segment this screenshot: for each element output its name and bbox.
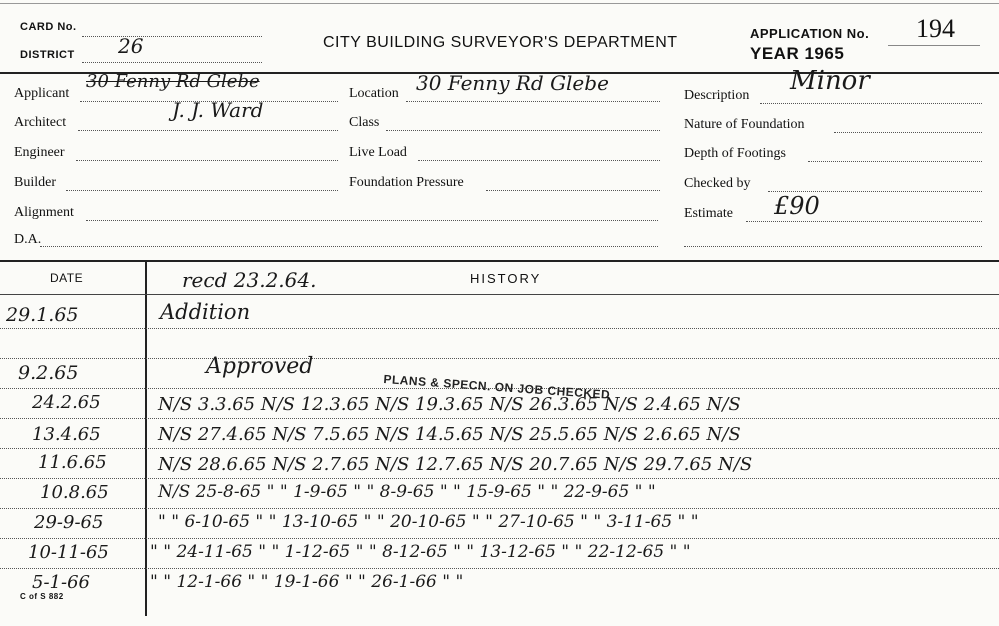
alignment-label: Alignment: [14, 205, 74, 220]
builder-line: [66, 190, 338, 191]
district-line: [82, 62, 262, 63]
estimate-label: Estimate: [684, 206, 733, 221]
top-edge-line: [0, 3, 999, 4]
nature-of-foundation-label: Nature of Foundation: [684, 117, 805, 132]
estimate-line: [746, 221, 982, 222]
history-line: [0, 328, 999, 329]
alignment-line: [86, 220, 658, 221]
estimate-value: £90: [774, 192, 820, 220]
date-column-divider: [145, 262, 147, 616]
applicant-value: 30 Fenny Rd Glebe: [86, 71, 260, 92]
da-line: [40, 246, 658, 247]
location-label: Location: [349, 86, 399, 101]
checked-by-label: Checked by: [684, 176, 751, 191]
history-date: 11.6.65: [38, 452, 107, 473]
history-line: [0, 568, 999, 569]
history-top-rule: [0, 260, 999, 262]
live-load-label: Live Load: [349, 145, 407, 160]
application-no-value: 194: [916, 14, 955, 43]
location-line: [406, 101, 660, 102]
history-entry: " " 6-10-65 " " 13-10-65 " " 20-10-65 " " 27-10-65 " " 3-11-65 " ": [158, 512, 699, 532]
history-entry: Addition: [160, 300, 251, 324]
builder-label: Builder: [14, 175, 56, 190]
history-date: 10-11-65: [28, 542, 109, 563]
history-entry: N/S 28.6.65 N/S 2.7.65 N/S 12.7.65 N/S 20.7.65 N/S 29.7.65 N/S: [158, 454, 753, 475]
foundation-pressure-label: Foundation Pressure: [349, 175, 464, 190]
da-label: D.A.: [14, 232, 42, 247]
history-date: 10.8.65: [40, 482, 109, 503]
history-entry: " " 12-1-66 " " 19-1-66 " " 26-1-66 " ": [150, 572, 464, 592]
application-no-label: APPLICATION No.: [750, 26, 870, 41]
history-line: [0, 418, 999, 419]
history-date: 9.2.65: [18, 362, 79, 384]
applicant-label: Applicant: [14, 86, 70, 101]
history-line: [0, 508, 999, 509]
class-line: [386, 130, 660, 131]
history-date: 29.1.65: [6, 304, 79, 326]
history-line: [0, 358, 999, 359]
history-date: 29-9-65: [34, 512, 104, 533]
history-entry: Approved: [206, 354, 314, 379]
history-entry: " " 24-11-65 " " 1-12-65 " " 8-12-65 " " 13-12-65 " " 22-12-65 " ": [150, 542, 691, 562]
architect-line: [78, 130, 338, 131]
description-value: Minor: [790, 66, 870, 96]
foundation-pressure-line: [486, 190, 660, 191]
architect-value: J. J. Ward: [172, 98, 264, 122]
history-entry: N/S 27.4.65 N/S 7.5.65 N/S 14.5.65 N/S 25.5.65 N/S 2.6.65 N/S: [158, 424, 741, 445]
history-entry: N/S 3.3.65 N/S 12.3.65 N/S 19.3.65 N/S 26.3.65 N/S 2.4.65 N/S: [158, 394, 741, 415]
received-note: recd 23.2.64.: [182, 268, 317, 292]
depth-of-footings-line: [808, 161, 982, 162]
location-value: 30 Fenny Rd Glebe: [416, 71, 609, 95]
plans-checked-stamp: PLANS & SPECN. ON JOB CHECKED: [383, 372, 611, 402]
history-date: 5-1-66: [32, 572, 90, 593]
description-label: Description: [684, 88, 750, 103]
district-value: 26: [118, 34, 144, 58]
depth-of-footings-label: Depth of Footings: [684, 146, 786, 161]
year-label: YEAR 1965: [750, 44, 845, 63]
engineer-line: [76, 160, 338, 161]
date-header: DATE: [50, 271, 84, 285]
class-label: Class: [349, 115, 380, 130]
live-load-line: [418, 160, 660, 161]
card-no-line: [82, 36, 262, 37]
application-no-underline: [888, 45, 980, 46]
nature-of-foundation-line: [834, 132, 982, 133]
history-date: 24.2.65: [32, 392, 101, 413]
history-line: [0, 448, 999, 449]
architect-label: Architect: [14, 115, 67, 130]
district-label: DISTRICT: [20, 49, 75, 61]
card-no-label: CARD No.: [20, 21, 77, 33]
history-entry: N/S 25-8-65 " " 1-9-65 " " 8-9-65 " " 15-9-65 " " 22-9-65 " ": [158, 482, 656, 502]
description-line: [760, 103, 982, 104]
form-code: C of S 882: [20, 592, 64, 601]
history-line: [0, 478, 999, 479]
history-line: [0, 538, 999, 539]
history-header-rule: [0, 294, 999, 295]
history-date: 13.4.65: [32, 424, 101, 445]
engineer-label: Engineer: [14, 145, 65, 160]
history-header: HISTORY: [470, 271, 542, 286]
right-extra-line: [684, 246, 982, 247]
department-title: CITY BUILDING SURVEYOR'S DEPARTMENT: [323, 34, 678, 51]
